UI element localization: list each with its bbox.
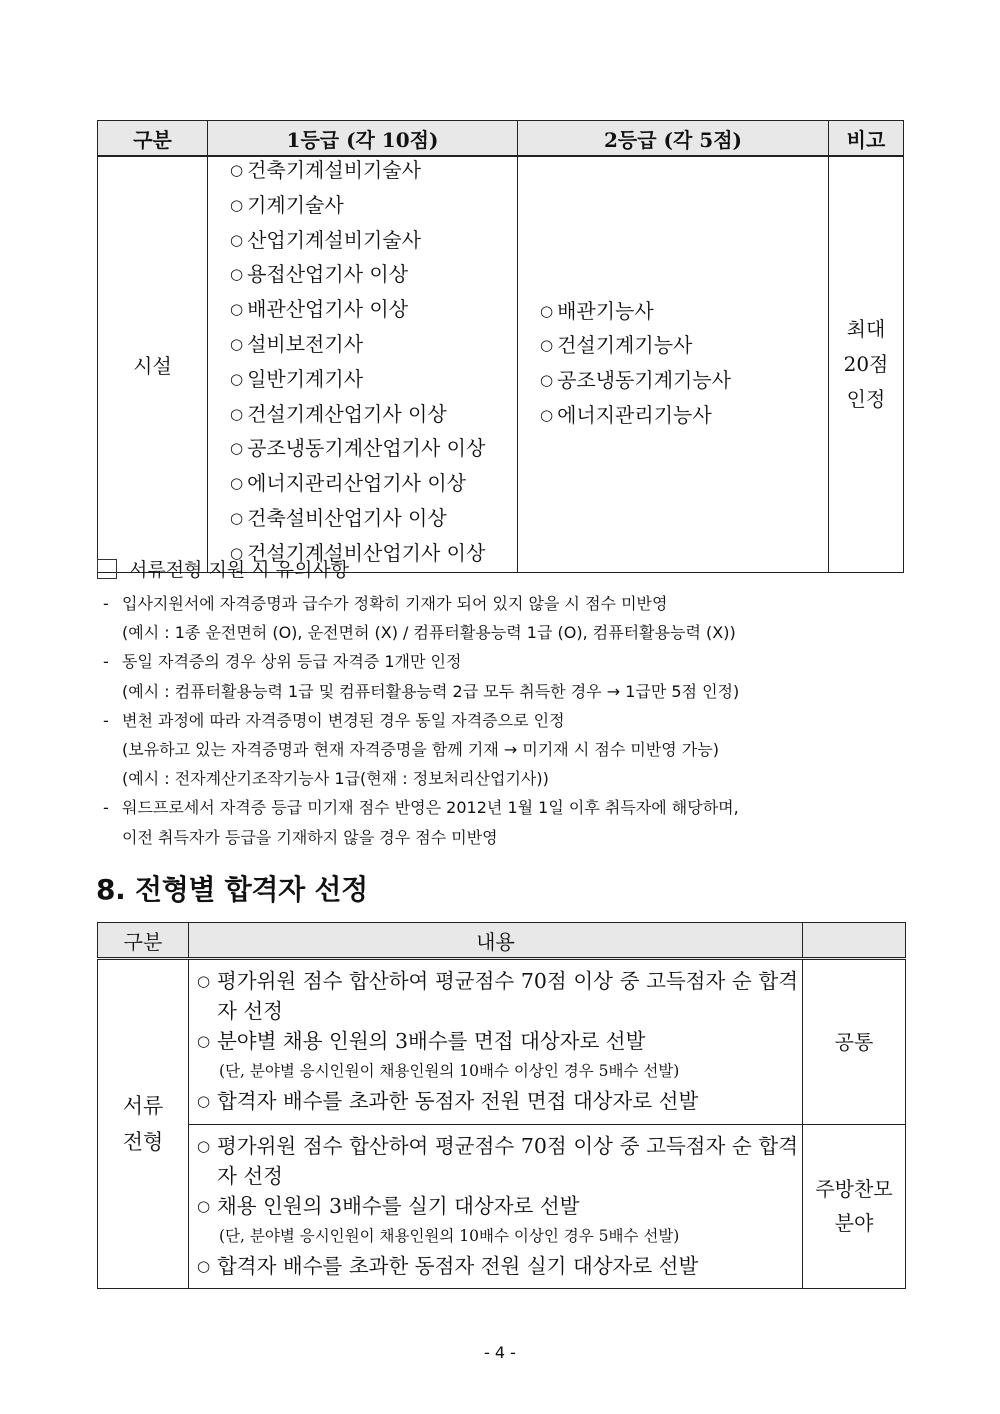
note-subtext: (예시 : 전자계산기조작기능사 1급(현재 : 정보처리산업기사)) — [122, 769, 549, 789]
note-line: 최대 — [846, 316, 886, 341]
note-item — [97, 793, 917, 851]
content-list — [197, 1131, 798, 1281]
notes-list — [97, 589, 917, 852]
note-line: 분야 — [834, 1211, 874, 1236]
note-text: - 워드프로세서 자격증 등급 미기재 점수 반영은 2012년 1월 1일 이후 취득자에 해당하며, — [122, 798, 739, 818]
list-item: ○ 기계기술사 — [230, 189, 517, 224]
header-category: 구분 — [98, 121, 208, 157]
list-item: ○ 공조냉동기계산업기사 이상 — [230, 432, 517, 467]
application-notes — [97, 555, 917, 852]
notes-heading — [97, 555, 917, 585]
list-item: ○ 에너지관리기능사 — [540, 399, 828, 434]
header-grade2: 2등급 (각 5점) — [518, 121, 829, 157]
content-item: ○ 채용 인원의 3배수를 실기 대상자로 선발 — [197, 1191, 798, 1221]
table-row — [98, 1124, 906, 1289]
grade1-list — [208, 154, 517, 572]
header-category: 구분 — [98, 923, 189, 959]
category-line: 서류 — [122, 1094, 164, 1118]
list-item: ○ 건설기계산업기사 이상 — [230, 398, 517, 433]
note-subtext: (예시 : 1종 운전면허 (O), 운전면허 (X) / 컴퓨터활용능력 1급 (O), 컴퓨터활용능력 (X)) — [122, 623, 736, 643]
content-item: ○ 분야별 채용 인원의 3배수를 면접 대상자로 선발 — [197, 1026, 798, 1056]
page-number: - 4 - — [484, 1343, 516, 1362]
table-row — [98, 156, 904, 572]
header-grade1: 1등급 (각 10점) — [208, 121, 518, 157]
list-item: ○ 배관산업기사 이상 — [230, 293, 517, 328]
category-cell: 시설 — [98, 156, 208, 572]
grade2-cell — [518, 156, 829, 572]
note-item — [97, 647, 917, 705]
qualification-table — [97, 120, 904, 573]
header-content: 내용 — [189, 923, 803, 959]
note-line: 20점 — [843, 351, 889, 376]
note-line: 공통 — [834, 1029, 874, 1054]
content-item: ○ 평가위원 점수 합산하여 평균점수 70점 이상 중 고득점자 순 합격자 선정 — [197, 966, 798, 1026]
note-item — [97, 706, 917, 794]
list-item: ○ 산업기계설비기술사 — [230, 224, 517, 259]
list-item: ○ 에너지관리산업기사 이상 — [230, 467, 517, 502]
grade1-cell — [208, 156, 518, 572]
note-text: - 입사지원서에 자격증명과 급수가 정확히 기재가 되어 있지 않을 시 점수 미반영 — [122, 594, 668, 613]
selection-table-header — [98, 923, 906, 959]
note-subtext: 이전 취득자가 등급을 기재하지 않을 경우 점수 미반영 — [122, 827, 498, 847]
content-cell — [189, 1124, 803, 1289]
category-cell — [98, 959, 189, 1289]
content-item: ○ 합격자 배수를 초과한 동점자 전원 면접 대상자로 선발 — [197, 1086, 798, 1116]
note-subtext: (예시 : 컴퓨터활용능력 1급 및 컴퓨터활용능력 2급 모두 취득한 경우 → 1급만 5점 인정) — [122, 681, 740, 701]
note-item — [97, 589, 917, 647]
note-text: - 변천 과정에 따라 자격증명이 변경된 경우 동일 자격증으로 인정 — [122, 710, 565, 730]
list-item: ○ 용접산업기사 이상 — [230, 258, 517, 293]
content-item: ○ 평가위원 점수 합산하여 평균점수 70점 이상 중 고득점자 순 합격자 선정 — [197, 1131, 798, 1191]
note-cell — [803, 959, 906, 1125]
note-line: 주방찬모 — [815, 1177, 893, 1202]
note-cell — [803, 1124, 906, 1289]
list-item: ○ 건축설비산업기사 이상 — [230, 502, 517, 537]
notes-heading-text: 서류전형 지원 시 유의사항 — [129, 559, 350, 581]
grade2-list — [518, 295, 828, 434]
qualification-table-header — [98, 121, 904, 157]
list-item: ○ 건설기계기능사 — [540, 329, 828, 364]
note-cell — [829, 156, 904, 572]
note-subtext: (보유하고 있는 자격증명과 현재 자격증명을 함께 기재 → 미기재 시 점수 미반영 가능) — [122, 740, 719, 760]
list-item: ○ 일반기계기사 — [230, 363, 517, 398]
list-item: ○ 건축기계설비기술사 — [230, 154, 517, 189]
note-text: - 동일 자격증의 경우 상위 등급 자격증 1개만 인정 — [122, 652, 462, 672]
header-note: 비고 — [829, 121, 904, 157]
selection-table — [97, 922, 906, 1289]
content-list — [197, 966, 798, 1116]
section-title: 8. 전형별 합격자 선정 — [96, 873, 368, 906]
content-subnote: (단, 분야별 응시인원이 채용인원의 10배수 이상인 경우 5배수 선발) — [219, 1226, 680, 1245]
content-subnote: (단, 분야별 응시인원이 채용인원의 10배수 이상인 경우 5배수 선발) — [219, 1062, 680, 1080]
list-item: ○ 배관기능사 — [540, 295, 828, 330]
note-line: 인정 — [846, 386, 886, 411]
list-item: ○ 설비보전기사 — [230, 328, 517, 363]
header-note — [803, 923, 906, 959]
square-bullet-icon — [97, 559, 117, 579]
table-row — [98, 959, 906, 1125]
list-item: ○ 건설기계설비산업기사 이상 — [230, 537, 517, 572]
category-line: 전형 — [122, 1130, 164, 1154]
list-item: ○ 공조냉동기계기능사 — [540, 364, 828, 399]
content-item: ○ 합격자 배수를 초과한 동점자 전원 실기 대상자로 선발 — [197, 1251, 798, 1281]
content-cell — [189, 959, 803, 1125]
